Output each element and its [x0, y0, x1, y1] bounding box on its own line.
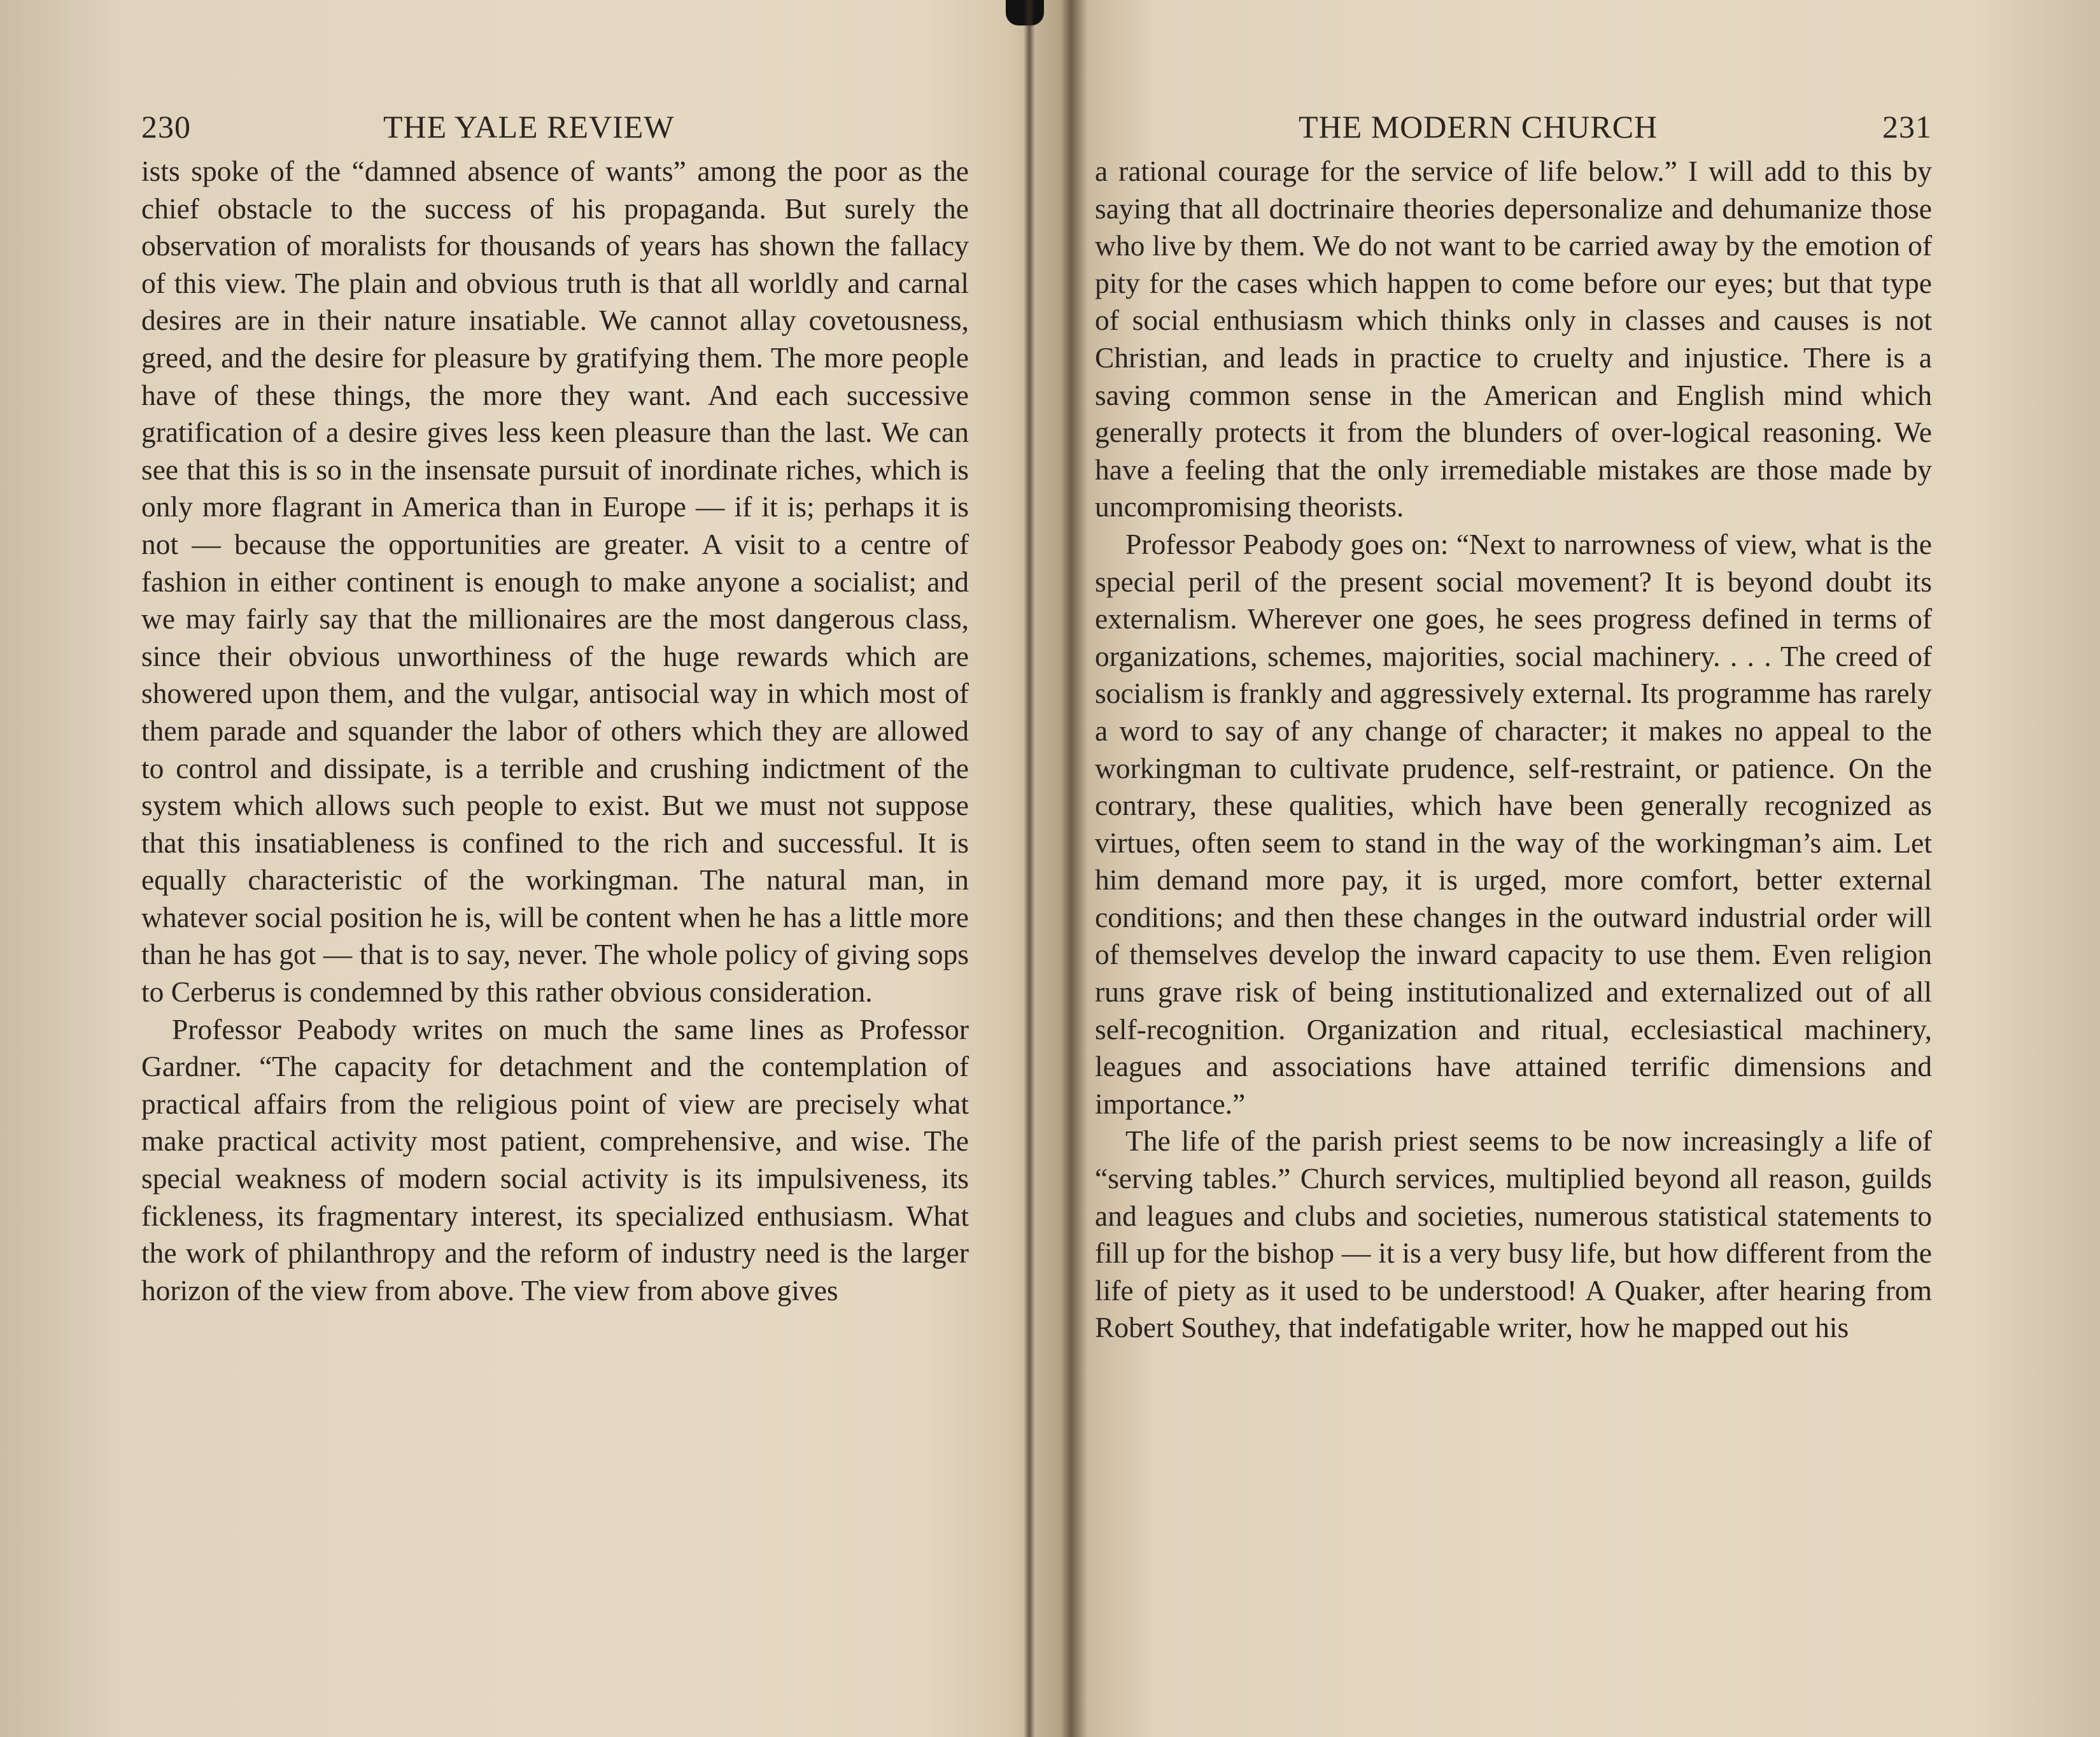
page-number: 230	[141, 109, 191, 145]
left-page-body	[141, 153, 969, 1309]
book-gutter	[1024, 0, 1035, 1737]
paragraph: a rational courage for the service of life below.” I will add to this by saying that all doctrinaire theories depersonalize and dehumanize those who live by them. We do not want to be carried away by the emotion of pity for the cases which happen to come before our eyes; but that type of social enthusiasm which thinks only in classes and causes is not Christian, and leads in practice to cruelty and injustice. There is a saving common sense in the American and English mind which generally protects it from the blunders of over-logical reasoning. We have a feeling that the only irremediable mistakes are those made by uncompromising theorists.	[1095, 155, 1932, 523]
right-page-header	[1095, 96, 1932, 153]
right-page-body	[1095, 153, 1932, 1347]
right-page	[1095, 96, 1932, 1347]
running-head: THE MODERN CHURCH	[1299, 109, 1658, 145]
paragraph: Professor Peabody goes on: “Next to narrowness of view, what is the special peril of the present social movement? It is beyond doubt its externalism. Wherever one goes, he sees progress defined in terms of organizations, schemes, majorities, social machinery. . . . The creed of socialism is frankly and aggressively external. Its programme has rarely a word to say of any change of character; it makes no appeal to the workingman to cultivate prudence, self-restraint, or patience. On the contrary, these qualities, which have been generally recognized as virtues, often seem to stand in the way of the workingman’s aim. Let him demand more pay, it is urged, more comfort, better external conditions; and then these changes in the outward industrial order will of themselves develop the inward capacity to use them. Even religion runs grave risk of being institutionalized and externalized out of all self-recognition. Organization and ritual, ecclesiastical machinery, leagues and associations have attained terrific dimensions and importance.”	[1095, 527, 1932, 1120]
page-number: 231	[1882, 109, 1932, 145]
left-page	[141, 96, 969, 1309]
paragraph: Professor Peabody writes on much the same lines as Professor Gardner. “The capacity for detachment and the contemplation of practical affairs from the religious point of view are precisely what make practical activity most patient, comprehensive, and wise. The special weakness of modern social activity is its impulsiveness, its fickleness, its fragmentary interest, its specialized enthusiasm. What the work of philanthropy and the reform of industry need is the larger horizon of the view from above. The view from above gives	[141, 1012, 969, 1307]
paragraph: ists spoke of the “damned absence of wants” among the poor as the chief obstacle to the success of his propaganda. But surely the observation of moralists for thousands of years has shown the fallacy of this view. The plain and obvious truth is that all worldly and carnal desires are in their nature insatiable. We cannot allay covetousness, greed, and the desire for pleasure by gratifying them. The more people have of these things, the more they want. And each successive gratification of a desire gives less keen pleasure than the last. We can see that this is so in the insensate pursuit of inordinate riches, which is only more flagrant in America than in Europe — if it is; perhaps it is not — because the opportunities are greater. A visit to a centre of fashion in either continent is enough to make anyone a socialist; and we may fairly say that the millionaires are the most dangerous class, since their obvious unworthiness of the huge rewards which are showered upon them, and the vulgar, antisocial way in which most of them parade and squander the labor of others which they are allowed to control and dissipate, is a terrible and crushing indictment of the system which allows such people to exist. But we must not suppose that this insatiableness is confined to the rich and successful. It is equally characteristic of the workingman. The natural man, in whatever social position he is, will be content when he has a little more than he has got — that is to say, never. The whole policy of giving sops to Cerberus is condemned by this rather obvious consideration.	[141, 155, 969, 1009]
paragraph: The life of the parish priest seems to be now increasingly a life of “serving tables.” Church services, multiplied beyond all reason, guilds and leagues and clubs and societies, numerous statistical statements to fill up for the bishop — it is a very busy life, but how different from the life of piety as it used to be understood! A Quaker, after hearing from Robert Southey, that indefatigable writer, how he mapped out his	[1095, 1124, 1932, 1344]
running-head: THE YALE REVIEW	[383, 109, 675, 145]
left-page-header	[141, 96, 969, 153]
